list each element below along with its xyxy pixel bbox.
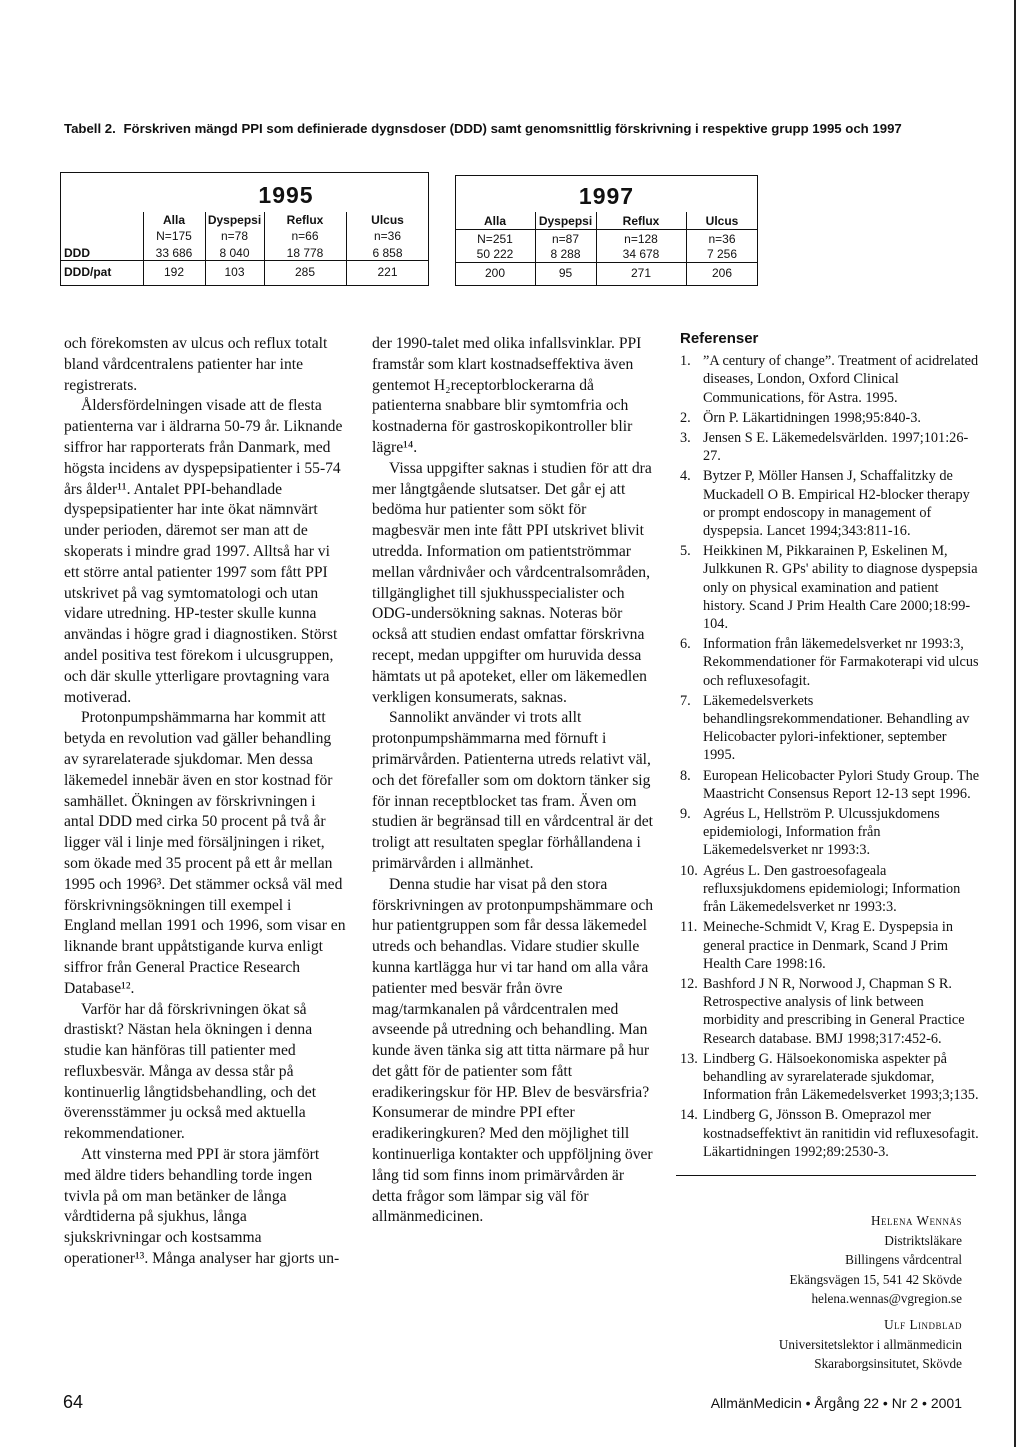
cell-1997-n-alla: N=251 — [477, 232, 513, 246]
paragraph: Att vinsterna med PPI är stora jämfört med äldre tiders behandling torde ingen tvivla på om man betänker de långa vårdtiderna på sjukhus, långa sjukskrivningar och kostsamma operationer¹³. Många analyser har gjorts un- — [64, 1146, 340, 1268]
reference-text: Information från läkemedelsverket nr 1993:3, Rekommendationer för Farmakoterapi vid ulcus och refluxesofagit. — [703, 636, 979, 689]
cell-1995-dddpat-alla: 192 — [163, 265, 185, 279]
reference-number: 11. — [680, 919, 698, 936]
col-header-reflux: Reflux — [622, 214, 660, 228]
reference-item — [680, 805, 980, 860]
references — [680, 330, 980, 1176]
cell-1995-n-reflux: n=66 — [291, 229, 319, 243]
cell-1997-dddpat-alla: 200 — [484, 266, 506, 280]
cell-1995-dddpat-ulcus: 221 — [377, 265, 398, 279]
reference-text: European Helicobacter Pylori Study Group. The Maastricht Consensus Report 12-13 sept 1996. — [703, 767, 980, 802]
table-caption — [64, 121, 964, 136]
reference-number: 5. — [680, 543, 691, 560]
reference-text: ”A century of change”. Treatment of acidrelated diseases, London, Oxford Clinical Communications, för Astra. 1995. — [703, 353, 979, 406]
reference-item — [680, 975, 980, 1048]
page-edge-line — [1014, 0, 1016, 1447]
table-caption-text: Förskriven mängd PPI som definierade dygnsdoser (DDD) samt genomsnittlig förskrivning i respektive grupp 1995 och 1997 — [123, 121, 902, 136]
reference-number: 1. — [680, 353, 691, 370]
reference-item — [680, 635, 980, 690]
references-divider — [676, 1175, 976, 1176]
paragraph: Sannolikt använder vi trots allt protonpumpshämmarna med förnuft i primärvården. Patienterna utreds relativt väl, och det förefaller som om doktorn tänker sig för innan receptblocket tas fram. Även om studien är begränsad till en vårdcentral är det troligt att resultaten speglar förhållandena i primärvården i allmänhet. — [372, 709, 653, 872]
paragraph: Åldersfördelningen visade att de flesta patienterna var i äldrarna 50-79 år. Liknande siffror har rapporterats från Danmark, med högsta incidens av dyspepsipatienter i 55-74 års ålder¹¹. Antalet PPI-behandlade dyspepsipatienter har inte ökat nämnvärt under perioden, däremot ser man att de skoperats i mindre grad 1997. Alltså har vi ett större antal patienter 1997 som fått PPI utskrivet på vag symtomatologi och utan vidare utredning. HP-tester skulle kunna användas i högre grad i diagnostiken. Störst andel positiva test förekom i ulcusgruppen, och där skulle ytterligare provtagning vara motiverad. — [64, 397, 343, 706]
reference-item — [680, 1106, 980, 1161]
cell-1997-dddpat-dyspepsi: 95 — [558, 266, 573, 280]
author-block-2 — [779, 1315, 962, 1374]
cell-1995-dddpat-dyspepsi: 103 — [224, 265, 245, 279]
cell-1997-dddpat-reflux: 271 — [630, 266, 652, 280]
reference-number: 2. — [680, 409, 691, 426]
cell-1995-ddd-ulcus: 6 858 — [372, 246, 403, 260]
paragraph: Vissa uppgifter saknas i studien för att dra mer långtgående slutsatser. Det går ej att bedöma hur patienter som sökt för magbesvär men inte fått PPI utskrivet blivit utredda. Information om patientströmmar mellan vårdnivåer och vårdcentralsområden, tillgänglighet till sjukhusspecialister och ODG-undersökning saknas. Noteras bör också att studien endast omfattar förskrivna recept, medan uppgifter om huruvida dessa hämtats ut på apoteket, eller om läkemedlen verkligen konsumerats, saknas. — [372, 459, 652, 706]
cell-1995-ddd-dyspepsi: 8 040 — [219, 246, 250, 260]
cell-1995-n-ulcus: n=36 — [373, 229, 402, 243]
author-line: Universitetslektor i allmänmedicin — [778, 1336, 962, 1352]
col-header-reflux: Reflux — [286, 213, 324, 227]
table-label: Tabell 2. — [64, 121, 116, 136]
reference-text: Jensen S E. Läkemedelsvärlden. 1997;101:26-27. — [703, 430, 969, 465]
year-1995-heading: 1995 — [258, 182, 314, 208]
reference-item — [680, 429, 980, 465]
reference-number: 10. — [680, 862, 698, 879]
reference-text: Örn P. Läkartidningen 1998;95:840-3. — [703, 409, 921, 426]
cell-1997-ddd-dyspepsi: 8 288 — [550, 247, 581, 261]
author-line: Skaraborgsinsitutet, Skövde — [814, 1356, 962, 1371]
col-header-dyspepsi: Dyspepsi — [207, 213, 262, 227]
row-divider — [455, 229, 758, 230]
paragraph: der 1990-talet med olika infallsvinklar. PPI framstår som klart kostnadseffektiva även gentemot H₂receptorblockerarna då patienterna snabbare blir symtomfria och kostnaderna för gastroskopikontroller blir lägre¹⁴. — [372, 335, 642, 456]
reference-number: 6. — [680, 636, 691, 653]
reference-number: 8. — [680, 767, 691, 784]
reference-item — [680, 1050, 980, 1105]
col-header-alla: Alla — [483, 214, 506, 228]
col-header-ulcus: Ulcus — [705, 214, 739, 228]
cell-1995-n-dyspepsi: n=78 — [220, 229, 249, 243]
author-line: Billingens vårdcentral — [845, 1252, 962, 1267]
cell-1995-ddd-reflux: 18 778 — [286, 246, 324, 260]
journal-footer: AllmänMedicin • Årgång 22 • Nr 2 • 2001 — [710, 1395, 962, 1411]
reference-text: Agréus L, Hellström P. Ulcussjukdomens epidemiologi, Information från Läkemedelsverket nr 1993:3. — [703, 806, 940, 859]
reference-item — [680, 352, 980, 407]
text-column-2 — [372, 334, 655, 1228]
reference-number: 13. — [680, 1050, 698, 1067]
author-name: Helena Wennås — [870, 1213, 962, 1228]
author-line: Ekängsvägen 15, 541 42 Skövde — [789, 1271, 962, 1287]
reference-list — [680, 352, 980, 1161]
cell-1997-ddd-ulcus: 7 256 — [706, 247, 738, 261]
reference-text: Bashford J N R, Norwood J, Chapman S R. Retrospective analysis of link between morbidity and prescribing in General Practice Research database. BMJ 1998;317:452-6. — [703, 975, 965, 1047]
col-header-dyspepsi: Dyspepsi — [538, 214, 593, 228]
text-column-1 — [64, 334, 347, 1270]
page-number: 64 — [63, 1392, 84, 1412]
col-header-ulcus: Ulcus — [371, 213, 404, 227]
reference-number: 9. — [680, 806, 691, 823]
reference-item — [680, 542, 980, 633]
paragraph: Protonpumpshämmarna har kommit att betyda en revolution vad gäller behandling av syrarelaterade sjukdomar. Men dessa läkemedel innebär även en stor kostnad för samhället. Ökningen av förskrivningen i antal DDD med cirka 50 procent på två år ligger väl i linje med försäljningen i riket, som ökade med 35 procent på ett år mellan 1995 och 1996³. Det stämmer också väl med förskrivningsökningen till exempel i England mellan 1991 och 1996, som visar en liknande brant uppåtstigande kurva enligt siffror från General Practice Research Database¹². — [64, 709, 346, 997]
reference-text: Heikkinen M, Pikkarainen P, Eskelinen M, Julkkunen R. GPs' ability to diagnose dyspepsia only on physical examination and patient history. Scand J Prim Health Care 2000;18:99-104. — [703, 543, 978, 633]
paragraph: och förekomsten av ulcus och reflux totalt bland vårdcentralens patienter har inte registrerats. — [64, 335, 328, 394]
reference-item — [680, 409, 980, 427]
cell-1997-ddd-alla: 50 222 — [476, 247, 514, 261]
cell-1997-n-reflux: n=128 — [624, 232, 658, 246]
cell-1997-n-ulcus: n=36 — [708, 232, 736, 246]
col-header-alla: Alla — [162, 213, 185, 227]
row-divider — [455, 262, 758, 263]
year-1997-heading: 1997 — [578, 183, 635, 209]
reference-number: 14. — [680, 1107, 698, 1124]
paragraph: Denna studie har visat på den stora förskrivningen av protonpumpshämmare och hur patientgruppen som får dessa läkemedel utreds och behandlas. Vidare studier skulle kunna kartlägga hur vi tar hand om alla våra patienter med besvär från övre mag/tarmkanalen på vårdcentralen med avseende på utredning och behandling. Man kunde även tänka sig att titta närmare på hur det gått för de patienter som fått eradikeringskur för HP. Blev de besvärsfria? Konsumerar de mindre PPI efter eradikeringkuren? Med den möjlighet till kontinuerliga kontakter och uppföljning över lång tid som finns inom primärvården är detta frågor som lämpar sig väl för allmänmedicinen. — [372, 875, 654, 1226]
reference-number: 4. — [680, 468, 691, 485]
reference-text: Lindberg G, Jönsson B. Omeprazol mer kostnadseffektivt än ranitidin vid refluxesofagit. Läkartidningen 1992;89:2530-3. — [703, 1107, 979, 1160]
cell-1997-dddpat-ulcus: 206 — [711, 266, 733, 280]
reference-text: Bytzer P, Möller Hansen J, Schaffalitzky de Muckadell O B. Empirical H2-blocker therapy or prompt endoscopy in management of dyspepsia. Lancet 1994;343:811-16. — [703, 468, 970, 540]
cell-1997-ddd-reflux: 34 678 — [622, 247, 660, 261]
reference-number: 3. — [680, 430, 691, 447]
author-block-1 — [789, 1211, 962, 1309]
references-heading: Referenser — [680, 330, 759, 347]
reference-number: 7. — [680, 692, 691, 709]
cell-1997-n-dyspepsi: n=87 — [551, 232, 580, 246]
reference-number: 12. — [680, 975, 698, 992]
cell-1995-n-alla: N=175 — [156, 229, 192, 243]
row-label-ddd: DDD — [64, 246, 90, 260]
reference-text: Lindberg G. Hälsoekonomiska aspekter på behandling av syrarelaterade sjukdomar, Information från Läkemedelsverket 1993;3;135. — [703, 1050, 979, 1104]
reference-item — [680, 692, 980, 765]
reference-text: Meineche-Schmidt V, Krag E. Dyspepsia in general practice in Denmark, Scand J Prim Health Care 1998:16. — [703, 919, 954, 972]
row-label-ddd-pat: DDD/pat — [64, 265, 112, 279]
cell-1995-ddd-alla: 33 686 — [155, 246, 193, 260]
paragraph: Varför har då förskrivningen ökat så drastiskt? Nästan hela ökningen i denna studie kan hänföras till patienter med refluxbesvär. Många av dessa står på kontinuerlig långtidsbehandling, och det överensstämmer ju också med aktuella rekommendationer. — [64, 1000, 317, 1143]
reference-item — [680, 767, 980, 803]
cell-1995-dddpat-reflux: 285 — [294, 265, 316, 279]
reference-item — [680, 918, 980, 973]
reference-text: Agréus L. Den gastroesofageala refluxsjukdomens epidemiologi; Information från Läkemedelsverket nr 1993:3. — [703, 862, 961, 916]
reference-item — [680, 467, 980, 540]
reference-item — [680, 862, 980, 917]
author-line: Distriktsläkare — [884, 1232, 962, 1248]
author-name: Ulf Lindblad — [884, 1317, 962, 1332]
reference-text: Läkemedelsverkets behandlingsrekommendationer. Behandling av Helicobacter pylori-infektioner, september 1995. — [703, 692, 970, 764]
author-email: helena.wennas@vgregion.se — [811, 1291, 962, 1306]
